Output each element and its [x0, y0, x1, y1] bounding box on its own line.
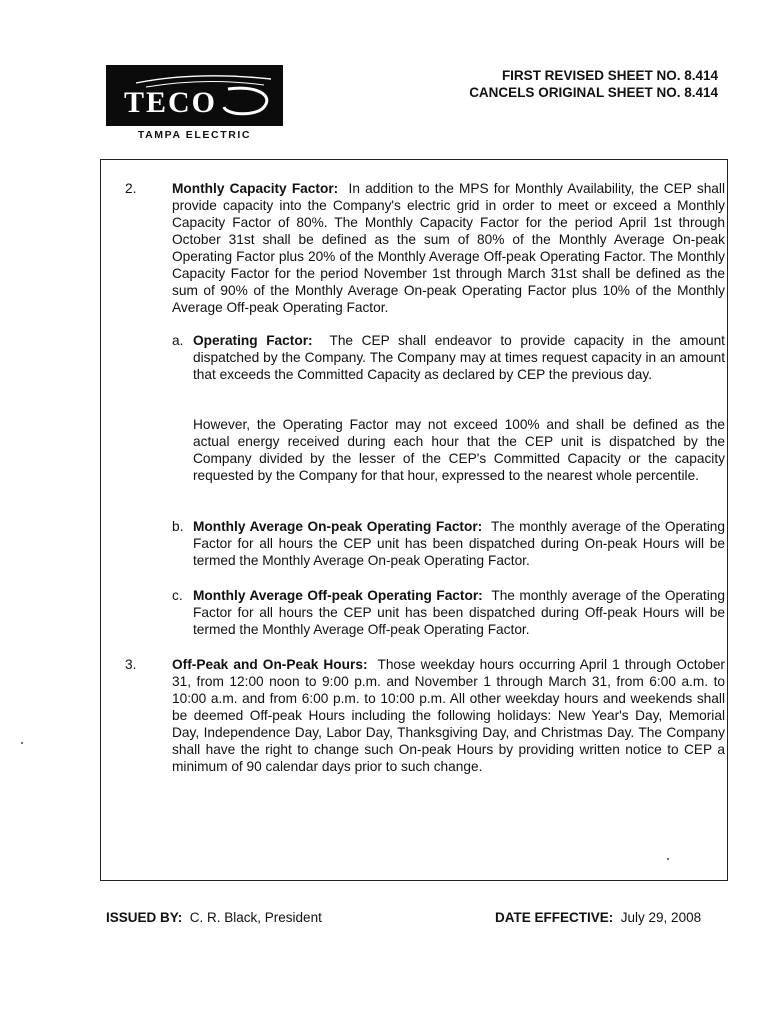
section-2a-letter: a.	[172, 333, 184, 348]
issued-by-value: C. R. Black, President	[189, 910, 322, 925]
scan-mark	[667, 858, 669, 860]
section-2a-paragraph-2: However, the Operating Factor may not exceed 100% and shall be defined as the actual energy received during each hour that the CEP unit is dispatched by the Company divided by the lesser of the CEP's Committed Capacity or the capacity requested by the Company for that hour, expressed to the nearest whole percentile.	[193, 417, 725, 483]
issued-by-label: ISSUED BY:	[106, 910, 183, 925]
section-3-paragraph	[172, 656, 725, 775]
section-2a-title: Operating Factor:	[193, 333, 313, 348]
section-2-number: 2.	[125, 181, 137, 196]
logo-subtitle: TAMPA ELECTRIC	[137, 129, 252, 141]
section-3-title: Off-Peak and On-Peak Hours:	[172, 657, 368, 672]
section-3-body: Those weekday hours occurring April 1 through October 31, from 12:00 noon to 9:00 p.m. and November 1 through March 31, from 6:00 a.m. to 10:00 a.m. and from 6:00 p.m. to 10:00 p.m. All other weekday hours and weekends shall be deemed Off-peak Hours including the following holidays: New Year's Day, Memorial Day, Independence Day, Labor Day, Thanksgiving Day, and Christmas Day. The Company shall have the right to change such On-peak Hours by providing written notice to CEP a minimum of 90 calendar days prior to such change.	[172, 657, 725, 774]
sheet-line-2: CANCELS ORIGINAL SHEET NO. 8.414	[469, 85, 718, 100]
section-2c-title: Monthly Average Off-peak Operating Factor:	[193, 588, 483, 603]
section-2c-letter: c.	[172, 588, 183, 603]
sheet-number	[469, 67, 718, 101]
section-2a-paragraph	[193, 332, 725, 383]
date-effective-value: July 29, 2008	[620, 910, 702, 925]
scan-mark	[21, 742, 23, 744]
section-2-body: In addition to the MPS for Monthly Availability, the CEP shall provide capacity into the Company's electric grid in order to meet or exceed a Monthly Capacity Factor of 80%. The Monthly Capacity Factor for the period April 1st through October 31st shall be defined as the sum of 80% of the Monthly Average On-peak Operating Factor plus 20% of the Monthly Average Off-peak Operating Factor. The Monthly Capacity Factor for the period November 1st through March 31st shall be defined as the sum of 90% of the Monthly Average On-peak Operating Factor plus 10% of the Monthly Average Off-peak Operating Factor.	[172, 181, 725, 315]
section-2-title: Monthly Capacity Factor:	[172, 181, 339, 196]
section-2a-body: The CEP shall endeavor to provide capacity in the amount dispatched by the Company. The Company may at times request capacity in an amount that exceeds the Committed Capacity as declared by CEP the previous day.	[193, 333, 725, 382]
section-2c-body: The monthly average of the Operating Factor for all hours the CEP unit has been dispatched during Off-peak Hours will be termed the Monthly Average Off-peak Operating Factor.	[193, 588, 725, 637]
section-2b-letter: b.	[172, 519, 184, 534]
teco-logo	[106, 65, 283, 126]
section-3-number: 3.	[125, 657, 137, 672]
date-effective-label: DATE EFFECTIVE:	[495, 910, 614, 925]
svg-text:TECO: TECO	[124, 86, 218, 119]
section-2c-paragraph	[193, 587, 725, 638]
section-2-paragraph	[172, 180, 725, 316]
teco-logo-mark	[106, 65, 283, 126]
section-2b-paragraph	[193, 518, 725, 569]
section-2b-title: Monthly Average On-peak Operating Factor:	[193, 519, 483, 534]
issued-by	[106, 910, 322, 925]
sheet-line-1: FIRST REVISED SHEET NO. 8.414	[501, 68, 718, 83]
section-2b-body: The monthly average of the Operating Factor for all hours the CEP unit has been dispatched during On-peak Hours will be termed the Monthly Average On-peak Operating Factor.	[193, 519, 726, 568]
date-effective	[495, 910, 701, 925]
